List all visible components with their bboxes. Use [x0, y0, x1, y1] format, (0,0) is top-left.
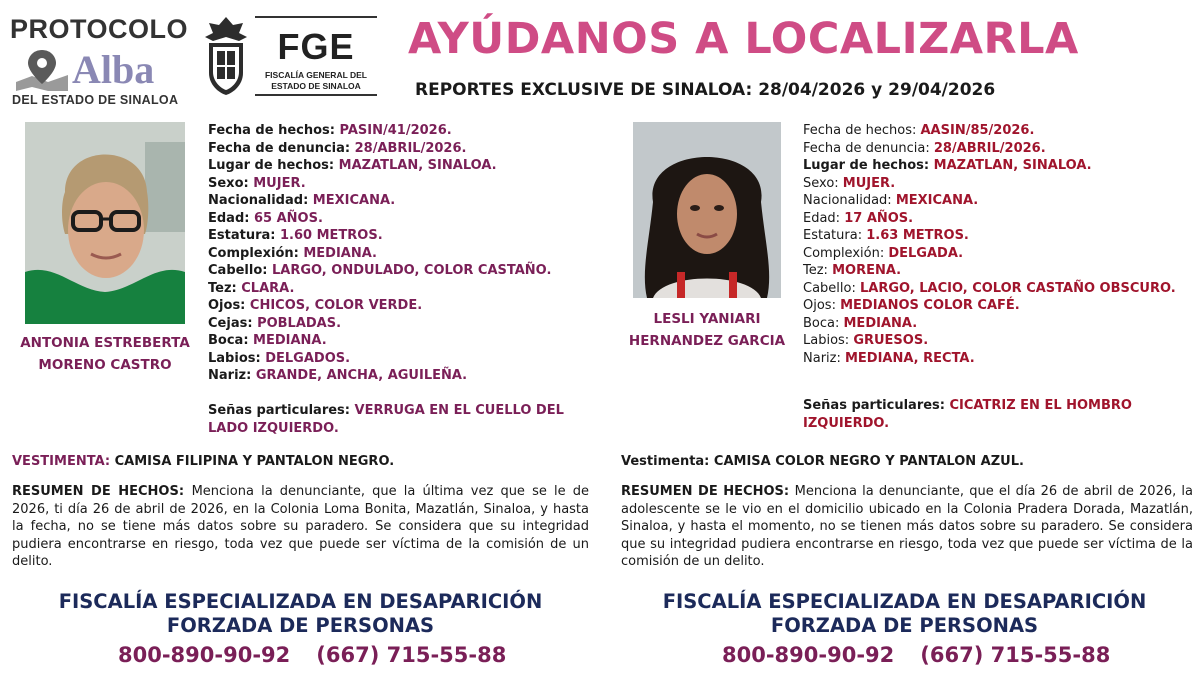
detail-row: Labios: GRUESOS. [803, 333, 929, 348]
person-1-details [208, 122, 598, 385]
person-2-phones [722, 643, 1110, 667]
fge-logo [255, 16, 377, 96]
person-1-phones [118, 643, 506, 667]
detail-row: Boca: MEDIANA. [803, 315, 918, 331]
detail-row: Tez: CLARA. [208, 280, 295, 296]
person-2-distinguishing-marks: Señas particulares: CICATRIZ EN EL HOMBRO IZQUIERDO. [803, 398, 1132, 431]
detail-row: Lugar de hechos: MAZATLAN, SINALOA. [803, 158, 1092, 173]
person-1-clothing: VESTIMENTA: CAMISA FILIPINA Y PANTALON NEGRO. [12, 454, 395, 469]
logo-alba-text: Alba [72, 47, 155, 92]
person-2-clothing: Vestimenta: CAMISA COLOR NEGRO Y PANTALON AZUL. [621, 454, 1024, 469]
logo-protocolo-text: PROTOCOLO [10, 14, 189, 44]
phone-number: (667) 715-55-88 [316, 643, 507, 667]
detail-row: Complexión: DELGADA. [803, 245, 964, 261]
detail-row: Edad: 65 AÑOS. [208, 210, 323, 226]
page-title: AYÚDANOS A LOCALIZARLA [408, 14, 1079, 64]
detail-row: Estatura: 1.63 METROS. [803, 228, 969, 243]
detail-row: Cejas: POBLADAS. [208, 315, 342, 331]
detail-row: Edad: 17 AÑOS. [803, 210, 914, 226]
protocolo-alba-logo [10, 10, 195, 105]
phone-number: 800-890-90-92 [722, 643, 895, 667]
detail-row: Boca: MEDIANA. [208, 333, 327, 348]
fge-full-name: FISCALÍA GENERAL DEL ESTADO DE SINALOA [264, 70, 367, 91]
detail-row: Nariz: MEDIANA, RECTA. [803, 350, 975, 366]
logo-estado-text: DEL ESTADO DE SINALOA [12, 93, 179, 107]
detail-row: Fecha de hechos: AASIN/85/2026. [803, 123, 1035, 138]
detail-row: Labios: DELGADOS. [208, 350, 351, 366]
detail-row: Ojos: MEDIANOS COLOR CAFÉ. [803, 298, 1020, 313]
person-2-summary: RESUMEN DE HECHOS: Menciona la denunciante, que el día 26 de abril de 2026, la adolescente se le vio en el domicilio ubicado en la Colonia Pradera Dorada, Mazatlán, Sinaloa, y hasta el momento, no se tienen más datos sobre su paradero. Se considera que su integridad pudiera encontrarse en riesgo, toda vez que puede ser víctima de la comisión de un delito. [621, 484, 1193, 569]
person-1-name: ANTONIA ESTREBERTA MORENO CASTRO [20, 335, 190, 373]
phone-number: 800-890-90-92 [118, 643, 291, 667]
detail-row: Nariz: GRANDE, ANCHA, AGUILEÑA. [208, 368, 468, 383]
phone-number: (667) 715-55-88 [920, 643, 1111, 667]
detail-row: Cabello: LARGO, LACIO, COLOR CASTAÑO OBSCURO. [803, 280, 1176, 296]
person-2-fiscalia: FISCALÍA ESPECIALIZADA EN DESAPARICIÓN FORZADA DE PERSONAS [662, 590, 1147, 637]
state-seal-icon [203, 15, 249, 97]
detail-row: Fecha de hechos: PASIN/41/2026. [208, 123, 452, 138]
person-1-fiscalia: FISCALÍA ESPECIALIZADA EN DESAPARICIÓN FORZADA DE PERSONAS [58, 590, 543, 637]
detail-row: Nacionalidad: MEXICANA. [803, 193, 979, 208]
detail-row: Fecha de denuncia: 28/ABRIL/2026. [208, 140, 467, 156]
detail-row: Sexo: MUJER. [208, 175, 306, 191]
person-2-name: LESLI YANIARI HERNANDEZ GARCIA [628, 311, 786, 349]
fge-acronym: FGE [277, 26, 355, 67]
person-2-photo [633, 122, 781, 298]
detail-row: Fecha de denuncia: 28/ABRIL/2026. [803, 140, 1046, 156]
detail-row: Nacionalidad: MEXICANA. [208, 193, 396, 208]
map-pin-icon [12, 48, 72, 92]
person-1-photo [25, 122, 185, 324]
person-1-distinguishing-marks: Señas particulares: VERRUGA EN EL CUELLO DEL LADO IZQUIERDO. [208, 403, 564, 436]
detail-row: Sexo: MUJER. [803, 175, 896, 191]
detail-row: Cabello: LARGO, ONDULADO, COLOR CASTAÑO. [208, 263, 552, 278]
detail-row: Estatura: 1.60 METROS. [208, 228, 383, 243]
detail-row: Tez: MORENA. [803, 263, 902, 278]
detail-row: Lugar de hechos: MAZATLAN, SINALOA. [208, 158, 497, 173]
person-1-summary: RESUMEN DE HECHOS: Menciona la denunciante, que la última vez que se le de 2026, ti día 26 de abril de 2026, en la Colonia Loma Bonita, Mazatlán, Sinaloa, y hasta la fecha, no se tiene más datos sobre su paradero. Se considera que su integridad pudiera encontrarse en riesgo, toda vez que puede ser víctima de la comisión de un delito. [12, 484, 589, 569]
page-subtitle: REPORTES EXCLUSIVE DE SINALOA: 28/04/2026 y 29/04/2026 [415, 80, 996, 100]
person-2-details [803, 122, 1198, 367]
detail-row: Ojos: CHICOS, COLOR VERDE. [208, 298, 423, 313]
detail-row: Complexión: MEDIANA. [208, 245, 377, 261]
